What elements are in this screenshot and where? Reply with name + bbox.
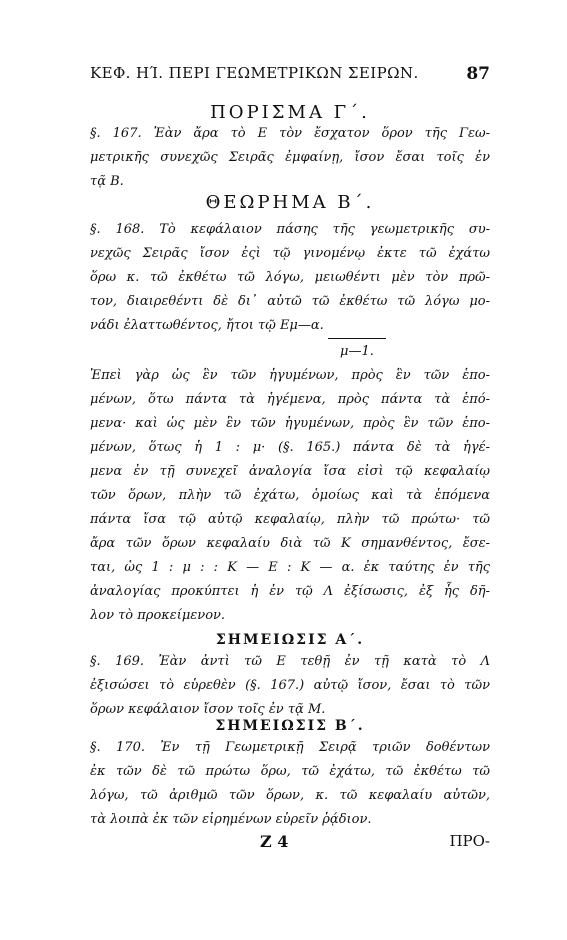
- page-header: [90, 64, 490, 90]
- text-line: νεχῶς Σειρᾶς ἴσον ἐςὶ τῷ γινομένῳ ἐκτε τῶ ἐχάτω: [90, 246, 490, 261]
- proof-paragraph: [90, 364, 490, 628]
- porisma-paragraph: [90, 122, 490, 194]
- text-line: μενα ἐν τῇ συνεχεῖ ἀναλογία ἴσα εἰσὶ τῷ κεφαλαίῳ: [90, 464, 490, 479]
- text-line: μένων, ὅτω πάντα τὰ ἡγέμενα, πρὸς πάντα τὰ ἑπό-: [90, 392, 490, 407]
- theorema-paragraph: [90, 218, 490, 338]
- text-line: ται, ὡς 1 : μ : : Κ — Ε : Κ — α. ἐκ ταύτης ἐν τῆς: [90, 560, 490, 575]
- text-line: ἀναλογίας προκύπτει ἡ ἐν τῷ Λ ἐξίσωσις, ἐξ ἧς δῆ-: [90, 584, 490, 599]
- page-footer: [90, 832, 490, 856]
- text-line: §. 168. Τὸ κεφάλαιον πάσης τῆς γεωμετρικῆς συ-: [90, 222, 490, 237]
- text-line: τᾷ Β.: [90, 174, 124, 189]
- fraction-bar: [328, 338, 386, 339]
- text-line: τον, διαιρεθέντι δὲ δι᾿ αὐτῶ τῶ ἐκθέτω τῶ λόγω μο-: [90, 294, 490, 309]
- text-line: μετρικῆς συνεχῶς Σειρᾶς ἐμφαίνῃ, ἴσον ἔσαι τοῖς ἐν: [90, 150, 490, 165]
- text-line: μένων, ὅτως ἡ 1 : μ· (§. 165.) πάντα δὲ τὰ ἡγέ-: [90, 440, 490, 455]
- semeiosis-a-heading: ΣΗΜΕΙΩΣΙΣ Α΄.: [215, 632, 365, 648]
- semeiosis-b-heading: ΣΗΜΕΙΩΣΙΣ Β΄.: [215, 718, 365, 734]
- text-line: νάδι ἐλαττωθέντος, ἤτοι τῷ Εμ—α.: [90, 318, 324, 333]
- text-line: λον τὸ προκείμενον.: [90, 608, 226, 623]
- text-line: τὰ λοιπὰ ἐκ τῶν εἰρημένων εὑρεῖν ῥᾴδιον.: [90, 812, 372, 827]
- running-head: ΚΕΦ. ΗΊ. ΠΕΡΙ ΓΕΩΜΕΤΡΙΚΩΝ ΣΕΙΡΩΝ.: [90, 64, 419, 82]
- theorema-heading: ΘΕΩΡΗΜΑ Β΄.: [205, 192, 375, 213]
- semeiosis-b-paragraph: [90, 736, 490, 832]
- text-line: ἐξισώσει τὸ εὑρεθὲν (§. 167.) αὐτῷ ἴσον, ἔσαι τὸ τῶν: [90, 678, 490, 693]
- catchword: ΠΡΟ-: [449, 832, 490, 850]
- text-line: μενα· καὶ ὡς μὲν ἓν τῶν ἡγυμένων, πρὸς ἓν τῶν ἑπο-: [90, 416, 490, 431]
- text-line: §. 170. Ἐν τῇ Γεωμετρικῇ Σειρᾷ τριῶν δοθέντων: [90, 740, 490, 755]
- text-line: §. 167. Ἐὰν ἄρα τὸ Ε τὸν ἔσχατον ὅρον τῆς Γεω-: [90, 126, 490, 141]
- text-line: ἐκ τῶν δὲ τῶ πρώτω ὅρω, τῶ ἐχάτω, τῶ ἐκθέτω τῶ: [90, 764, 490, 779]
- text-line: λόγω, τῶ ἀριθμῶ τῶν ὅρων, κ. τῶ κεφαλαίυ αὐτῶν,: [90, 788, 490, 803]
- semeiosis-a-paragraph: [90, 650, 490, 722]
- text-line: ἄρα τῶν ὅρων κεφαλαίυ διὰ τῶ Κ σημανθέντος, ἔσε-: [90, 536, 490, 551]
- porisma-heading: ΠΟΡΙΣΜΑ Γ΄.: [210, 102, 370, 123]
- text-line: ὅρω κ. τῶ ἐκθέτω τῶ λόγω, μειωθέντι μὲν τὸν πρῶ-: [90, 270, 490, 285]
- text-line: τῶν ὅρων, πλὴν τῶ ἐχάτω, ὁμοίως καὶ τὰ ἑπόμενα: [90, 488, 490, 503]
- signature-mark: Ζ 4: [260, 832, 289, 851]
- text-line: πάντα ἴσα τῷ αὐτῷ κεφαλαίῳ, πλὴν τῶ πρώτω· τῶ: [90, 512, 490, 527]
- text-line: §. 169. Ἐὰν ἀντὶ τῶ Ε τεθῇ ἐν τῇ κατὰ τὸ Λ: [90, 654, 490, 669]
- fraction-denominator: μ—1.: [340, 344, 374, 359]
- page-number: 87: [466, 64, 490, 84]
- text-line: ὅρων κεφάλαιον ἴσον τοῖς ἐν τᾷ Μ.: [90, 702, 326, 717]
- text-line: Ἐπεὶ γὰρ ὡς ἓν τῶν ἡγυμένων, πρὸς ἓν τῶν ἑπο-: [90, 368, 490, 383]
